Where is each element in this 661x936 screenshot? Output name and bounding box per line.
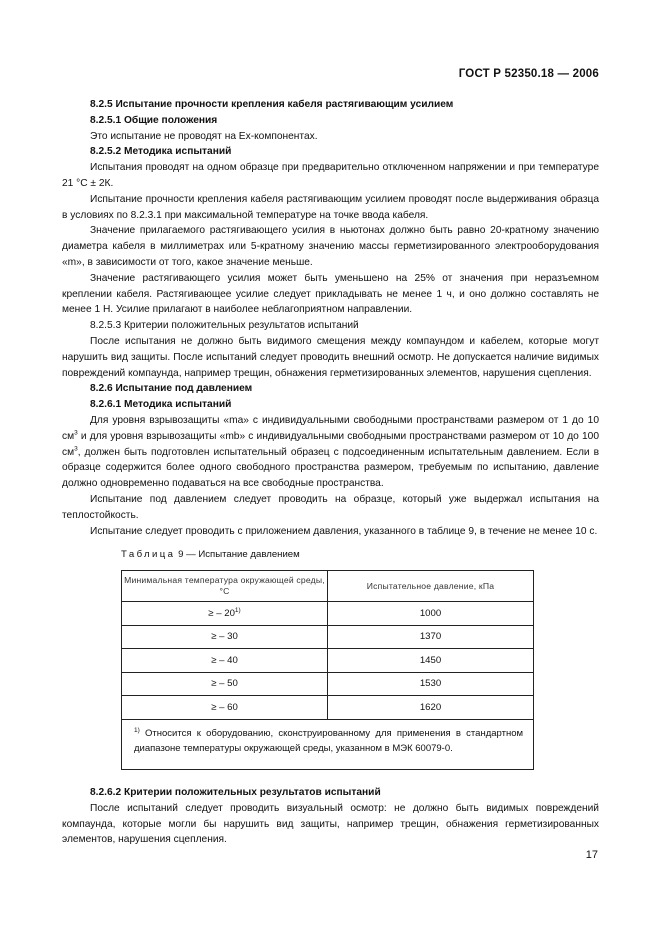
cell-pressure: 1530 [328,672,534,696]
pressure-table-grid [122,571,533,720]
pressure-table [121,570,534,770]
pressure-text-part2: и для уровня взрывозащиты «mb» с индивидуальными свободными пространствами размером от 10 до 100 см [62,430,599,458]
section-heading-8-2-5-1: 8.2.5.1 Общие положения [90,114,218,126]
paragraph: Это испытание не проводят на Ex-компонентах. [90,130,318,142]
table-footnote [122,726,533,756]
table-caption-prefix: Таблица [121,549,176,560]
pressure-text-part1: Для уровня взрывозащиты «ma» с индивидуальными свободными пространствами размером от 1 до 10 см [62,414,599,442]
header-test-pressure: Испытательное давление, кПа [328,571,534,602]
final-text-block [62,785,599,848]
superscript-3: 3 [74,429,78,437]
cell-pressure: 1000 [328,602,534,626]
section-heading-8-2-6-1: 8.2.6.1 Методика испытаний [90,399,232,411]
table-row [122,696,533,720]
paragraph: Испытание под давлением следует проводить на образце, который уже выдержал испытания на теплостойкость. [62,493,599,521]
cell-pressure: 1370 [328,625,534,649]
footnote-mark: 1) [134,726,140,734]
table-row [122,625,533,649]
page-number: 17 [585,849,598,861]
cell-temperature: ≥ – 20$^{1)}$ [122,602,328,626]
section-heading-8-2-6: 8.2.6 Испытание под давлением [90,383,253,395]
table-row [122,602,533,626]
header-min-temperature: Минимальная температура окружающей среды, °С [122,571,328,602]
paragraph: Испытания проводят на одном образце при предварительно отключенном напряжении и при температуре 21 °С ± 2К. [62,162,599,189]
cell-temperature: ≥ – 50 [122,672,328,696]
table-caption [121,549,300,560]
table-row [122,649,533,673]
cell-temperature: ≥ – 30 [122,625,328,649]
pressure-paragraph [62,413,599,492]
table-caption-title: 9 — Испытание давлением [175,549,300,560]
superscript-3: 3 [74,445,78,453]
paragraph: Значение растягивающего усилия может быть уменьшено на 25% от значения при неразъемном креплении кабеля. Растягивающее усилие следует прикладывать не менее 1 ч, и оно должно составлять не менее 1 Н. Усилие прилагают в наиболее неблагоприятном направлении. [62,272,599,316]
cell-pressure: 1450 [328,649,534,673]
section-heading-8-2-5-2: 8.2.5.2 Методика испытаний [90,146,232,158]
paragraph: Испытание прочности крепления кабеля растягивающим усилием проводят после выдерживания образца в условиях по 8.2.3.1 при максимальной температуре на точке ввода кабеля. [62,193,599,221]
footnote-reference: 1) [234,606,241,614]
main-text-block [62,97,599,539]
footnote-text: Относится к оборудованию, сконструированному для применения в стандартном диапазоне температуры окружающей среды, указанном в МЭК 60079-0. [134,728,524,754]
paragraph: Испытание следует проводить с приложением давления, указанного в таблице 9, в течение не менее 10 с. [90,525,598,537]
document-id-header: ГОСТ Р 52350.18 — 2006 [458,68,599,80]
paragraph: Значение прилагаемого растягивающего усилия в ньютонах должно быть равно 20-кратному значению диаметра кабеля в миллиметрах или 5-кратному значению массы герметизированного электрооборудования «m», в зависимости от того, какое значение меньше. [62,225,599,268]
table-header-row [122,571,533,602]
section-heading-8-2-6-2: 8.2.6.2 Критерии положительных результатов испытаний [90,787,381,798]
cell-temperature: ≥ – 60 [122,696,328,720]
paragraph: После испытания не должно быть видимого смещения между компаундом и кабелем, которые могут нарушить вид защиты. После испытаний следует проводить внешний осмотр. Не допускается наличие видимых повреждений компаунда, например трещин, обнажения герметизированных элементов, нарушения сцепления. [62,335,599,379]
pressure-text-part3: , должен быть подготовлен испытательный образец с подсоединенным испытательным давлением. Если в образце содержится более одного свободного пространства размером, требуемым по испытанию, давление должно одновременно подаваться на все свободные пространства. [62,446,599,490]
cell-pressure: 1620 [328,696,534,720]
cell-temperature: ≥ – 40 [122,649,328,673]
section-heading-8-2-5: 8.2.5 Испытание прочности крепления кабеля растягивающим усилием [90,99,454,110]
table-row [122,672,533,696]
subsection-title-8-2-5-3: 8.2.5.3 Критерии положительных результатов испытаний [90,320,359,332]
paragraph: После испытаний следует проводить визуальный осмотр: не должно быть видимых повреждений компаунда, которые могли бы нарушить вид защиты, например трещин, обнажения герметизированных элементов, нарушения сцепления. [62,802,599,846]
